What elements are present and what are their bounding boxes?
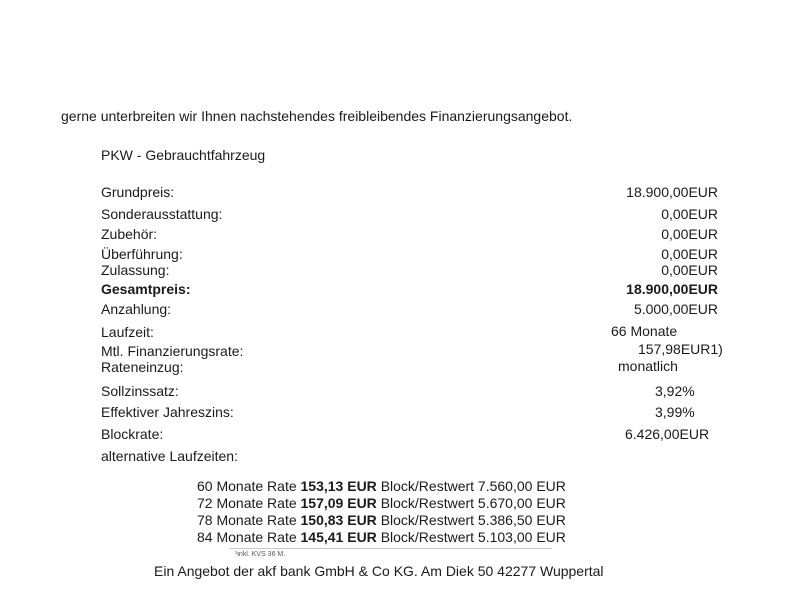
- zulassung-value: 0,00EUR: [661, 262, 718, 278]
- alt-rate: 153,13 EUR: [300, 478, 377, 494]
- footnote-divider: [230, 548, 552, 549]
- intro-text: gerne unterbreiten wir Ihnen nachstehendes freibleibendes Finanzierungsangebot.: [61, 108, 573, 124]
- alternative-row: [197, 478, 566, 494]
- alt-rest: Block/Restwert 7.560,00 EUR: [380, 478, 566, 494]
- zubehoer-label: Zubehör:: [101, 226, 158, 242]
- alternative-row: [197, 529, 566, 545]
- alt-rate: 145,41 EUR: [300, 529, 377, 545]
- alternative-row: [197, 512, 566, 528]
- alternatives-label: alternative Laufzeiten:: [101, 448, 238, 464]
- laufzeit-label: Laufzeit:: [101, 324, 154, 340]
- zubehoer-value: 0,00EUR: [661, 226, 718, 242]
- zulassung-label: Zulassung:: [101, 262, 170, 278]
- footer-text: Ein Angebot der akf bank GmbH & Co KG. Am Diek 50 42277 Wuppertal: [154, 563, 604, 579]
- blockrate-value: 6.426,00EUR: [625, 426, 710, 442]
- alt-rest: Block/Restwert 5.386,50 EUR: [380, 512, 566, 528]
- sonderausstattung-label: Sonderausstattung:: [101, 206, 223, 222]
- alt-rate: 150,83 EUR: [300, 512, 377, 528]
- alternative-row: [197, 495, 566, 511]
- alt-term: 60 Monate Rate: [197, 478, 297, 494]
- ueberfuehrung-label: Überführung:: [101, 246, 183, 262]
- sonderausstattung-value: 0,00EUR: [661, 206, 718, 222]
- alt-term: 78 Monate Rate: [197, 512, 297, 528]
- rateneinzug-label: Rateneinzug:: [101, 359, 184, 375]
- rateneinzug-value: monatlich: [618, 358, 678, 374]
- gesamtpreis-value: 18.900,00EUR: [626, 281, 718, 297]
- rate-label: Mtl. Finanzierungsrate:: [101, 343, 244, 359]
- effektiv-value: 3,99%: [655, 404, 695, 420]
- ueberfuehrung-value: 0,00EUR: [661, 246, 718, 262]
- effektiv-label: Effektiver Jahreszins:: [101, 404, 234, 420]
- alt-term: 84 Monate Rate: [197, 529, 297, 545]
- alt-rate: 157,09 EUR: [300, 495, 377, 511]
- sollzins-label: Sollzinssatz:: [101, 383, 179, 399]
- gesamtpreis-label: Gesamtpreis:: [101, 281, 191, 297]
- alt-rest: Block/Restwert 5.103,00 EUR: [380, 529, 566, 545]
- footnote: ¹inkl. KVS 36 M.: [235, 551, 286, 558]
- grundpreis-value: 18.900,00EUR: [626, 184, 718, 200]
- blockrate-label: Blockrate:: [101, 426, 164, 442]
- alt-term: 72 Monate Rate: [197, 495, 297, 511]
- laufzeit-value: 66 Monate: [611, 323, 678, 339]
- vehicle-type: PKW - Gebrauchtfahrzeug: [101, 147, 266, 163]
- anzahlung-label: Anzahlung:: [101, 301, 172, 317]
- anzahlung-value: 5.000,00EUR: [633, 301, 718, 317]
- rate-value: 157,98EUR1): [638, 341, 723, 357]
- grundpreis-label: Grundpreis:: [101, 184, 175, 200]
- sollzins-value: 3,92%: [655, 383, 695, 399]
- alt-rest: Block/Restwert 5.670,00 EUR: [380, 495, 566, 511]
